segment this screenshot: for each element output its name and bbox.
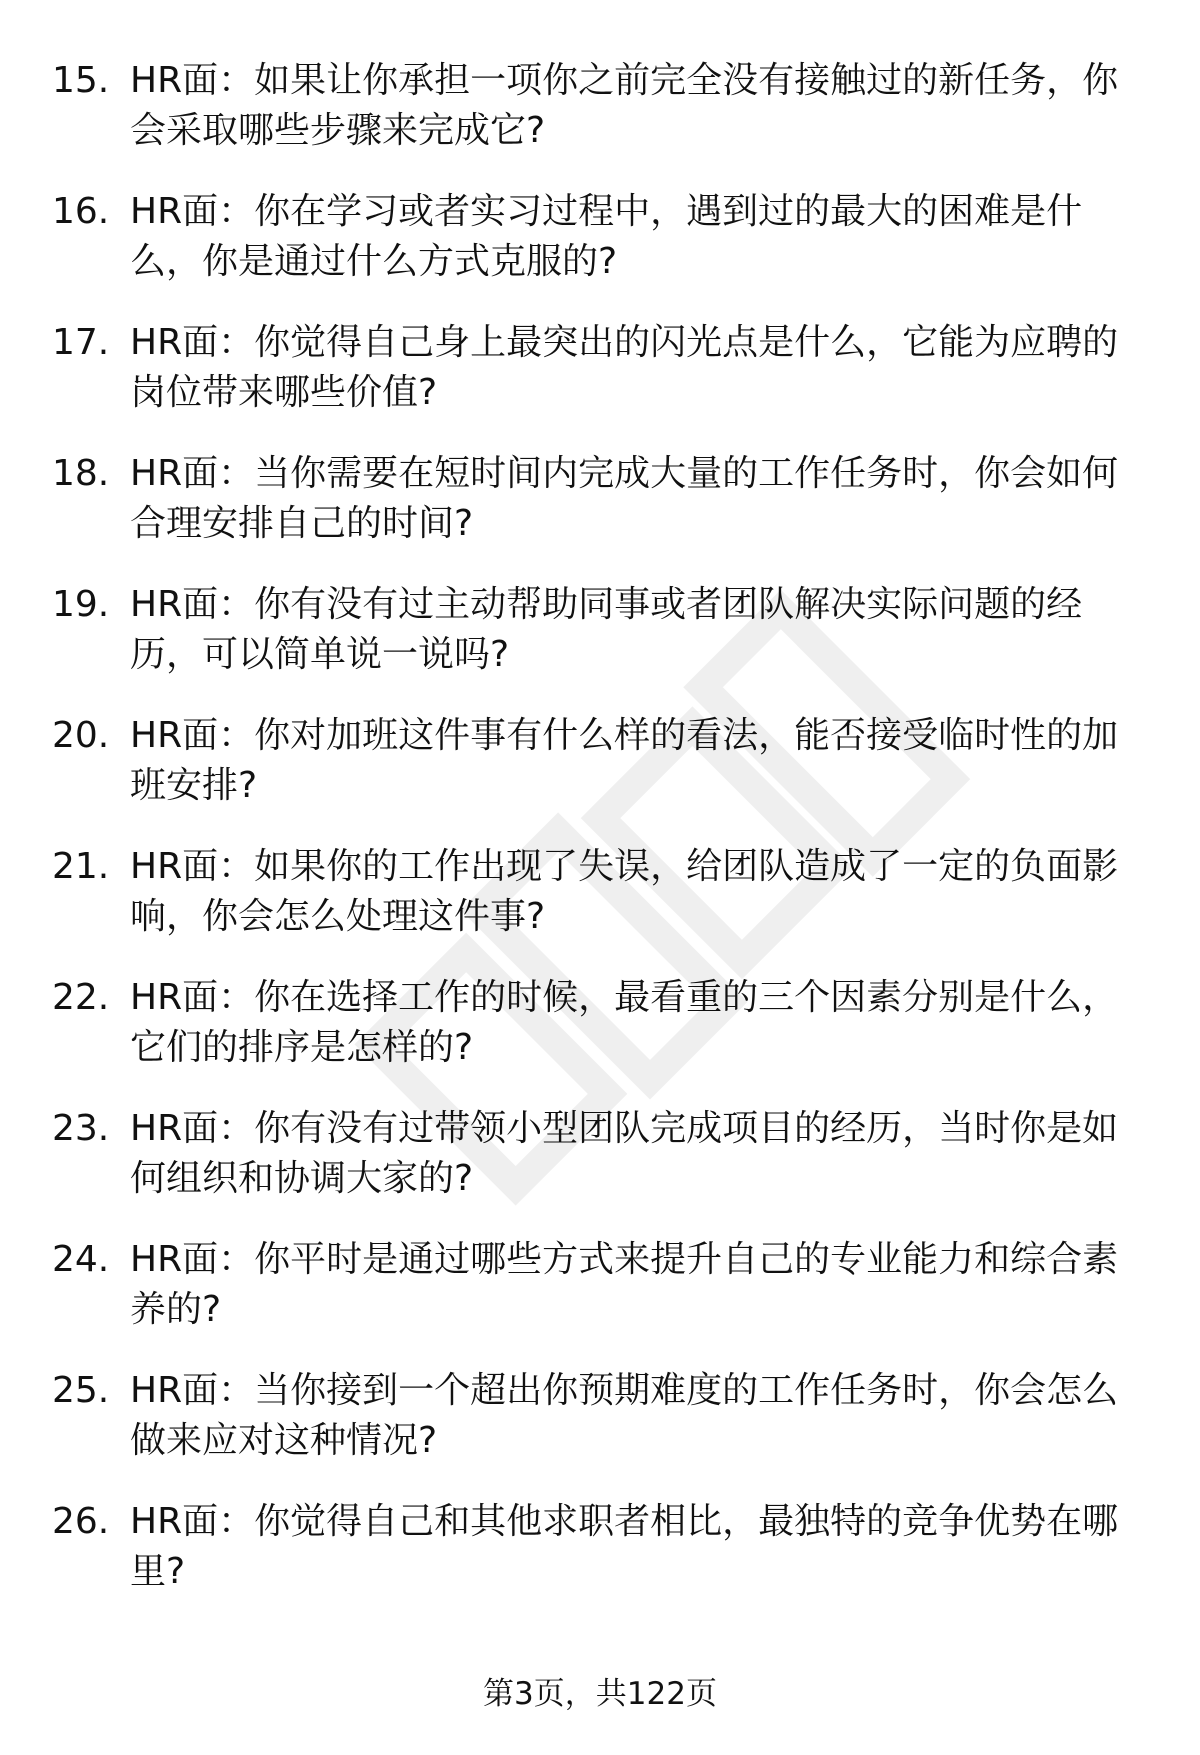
list-item	[52, 318, 1152, 418]
question-number: 26.	[52, 1501, 110, 1542]
list-item	[52, 1366, 1152, 1466]
page-number-footer: 第3页，共122页	[483, 1676, 717, 1712]
list-item	[52, 973, 1152, 1073]
question-text: HR面：你对加班这件事有什么样的看法，能否接受临时性的加班安排?	[130, 715, 1119, 806]
list-item	[52, 711, 1152, 811]
question-number: 21.	[52, 846, 110, 887]
question-number: 20.	[52, 715, 110, 756]
question-text: HR面：如果你的工作出现了失误，给团队造成了一定的负面影响，你会怎么处理这件事?	[130, 846, 1119, 937]
list-item	[52, 1497, 1152, 1597]
question-text: HR面：你有没有过带领小型团队完成项目的经历，当时你是如何组织和协调大家的?	[130, 1108, 1119, 1199]
list-item	[52, 842, 1152, 942]
question-number: 16.	[52, 191, 110, 232]
question-number: 19.	[52, 584, 110, 625]
question-text: HR面：你平时是通过哪些方式来提升自己的专业能力和综合素养的?	[130, 1239, 1119, 1330]
question-number: 18.	[52, 453, 110, 494]
list-item	[52, 449, 1152, 549]
question-text: HR面：你觉得自己和其他求职者相比，最独特的竞争优势在哪里?	[130, 1501, 1119, 1592]
list-item	[52, 580, 1152, 680]
question-number: 23.	[52, 1108, 110, 1149]
question-text: HR面：如果让你承担一项你之前完全没有接触过的新任务，你会采取哪些步骤来完成它?	[130, 60, 1119, 151]
question-number: 22.	[52, 977, 110, 1018]
question-text: HR面：你在选择工作的时候，最看重的三个因素分别是什么，它们的排序是怎样的?	[130, 977, 1119, 1068]
question-number: 15.	[52, 60, 110, 101]
list-item	[52, 1235, 1152, 1335]
question-number: 25.	[52, 1370, 110, 1411]
question-text: HR面：你觉得自己身上最突出的闪光点是什么，它能为应聘的岗位带来哪些价值?	[130, 322, 1119, 413]
list-item	[52, 56, 1152, 156]
list-item	[52, 1104, 1152, 1204]
question-number: 24.	[52, 1239, 110, 1280]
question-text: HR面：你有没有过主动帮助同事或者团队解决实际问题的经历，可以简单说一说吗?	[130, 584, 1083, 675]
question-text: HR面：你在学习或者实习过程中，遇到过的最大的困难是什么，你是通过什么方式克服的?	[130, 191, 1083, 282]
list-item	[52, 187, 1152, 287]
question-text: HR面：当你需要在短时间内完成大量的工作任务时，你会如何合理安排自己的时间?	[130, 453, 1119, 544]
question-list	[52, 56, 1152, 1597]
question-text: HR面：当你接到一个超出你预期难度的工作任务时，你会怎么做来应对这种情况?	[130, 1370, 1119, 1461]
question-number: 17.	[52, 322, 110, 363]
